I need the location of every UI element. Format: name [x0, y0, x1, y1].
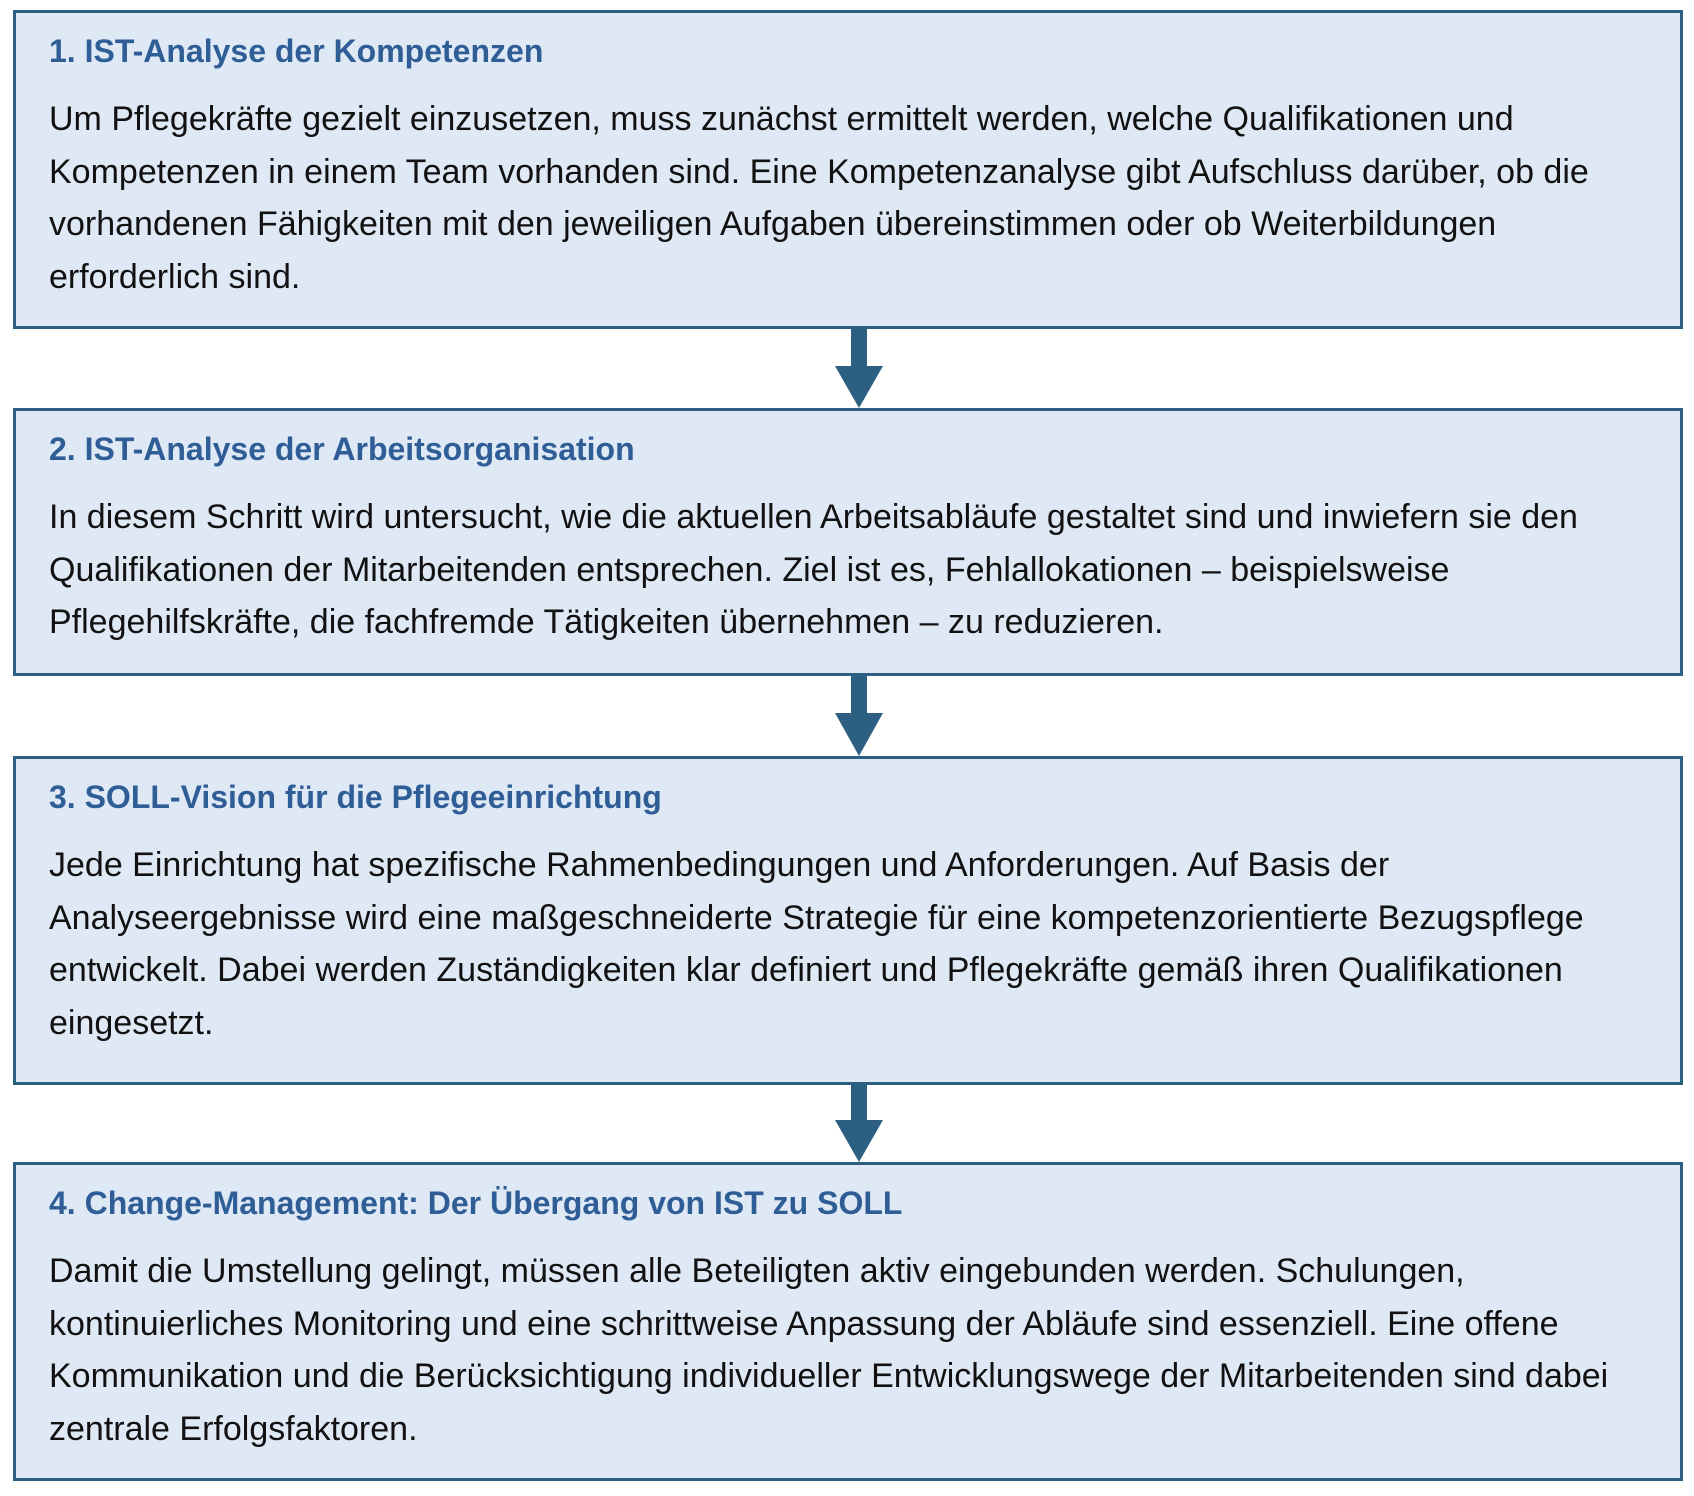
step-title-4: 4. Change-Management: Der Übergang von IST zu SOLL [49, 1185, 903, 1221]
down-arrow-icon [834, 1085, 884, 1162]
step-title-2: 2. IST-Analyse der Arbeitsorganisation [49, 431, 635, 467]
step-box-1 [13, 10, 1683, 329]
step-box-2 [13, 408, 1683, 676]
step-box-4 [13, 1162, 1683, 1481]
down-arrow-icon [834, 676, 884, 756]
step-body-1: Um Pflegekräfte gezielt einzusetzen, muss zunächst ermittelt werden, welche Qualifikationen und Kompetenzen in einem Team vorhanden sind. Eine Kompetenzanalyse gibt Aufschluss darüber, ob die vorhandenen Fähigkeiten mit den jeweiligen Aufgaben übereinstimmen oder ob Weiterbildungen erforderlich sind. [49, 100, 1589, 296]
step-body-2: In diesem Schritt wird untersucht, wie die aktuellen Arbeitsabläufe gestaltet sind und inwiefern sie den Qualifikationen der Mitarbeitenden entsprechen. Ziel ist es, Fehlallokationen – beispielsweise Pflegehilfskräfte, die fachfremde Tätigkeiten übernehmen – zu reduzieren. [49, 498, 1578, 641]
step-title-3: 3. SOLL-Vision für die Pflegeeinrichtung [49, 779, 662, 815]
down-arrow-icon [834, 329, 884, 408]
step-title-1: 1. IST-Analyse der Kompetenzen [49, 33, 544, 69]
step-box-3 [13, 756, 1683, 1085]
step-body-3: Jede Einrichtung hat spezifische Rahmenbedingungen und Anforderungen. Auf Basis der Analyseergebnisse wird eine maßgeschneiderte Strategie für eine kompetenzorientierte Bezugspflege entwickelt. Dabei werden Zuständigkeiten klar definiert und Pflegekräfte gemäß ihren Qualifikationen eingesetzt. [49, 846, 1584, 1042]
step-body-4: Damit die Umstellung gelingt, müssen alle Beteiligten aktiv eingebunden werden. Schulungen, kontinuierliches Monitoring und eine schrittweise Anpassung der Abläufe sind essenziell. Eine offene Kommunikation und die Berücksichtigung individueller Entwicklungswege der Mitarbeitenden sind dabei zentrale Erfolgsfaktoren. [49, 1252, 1609, 1448]
